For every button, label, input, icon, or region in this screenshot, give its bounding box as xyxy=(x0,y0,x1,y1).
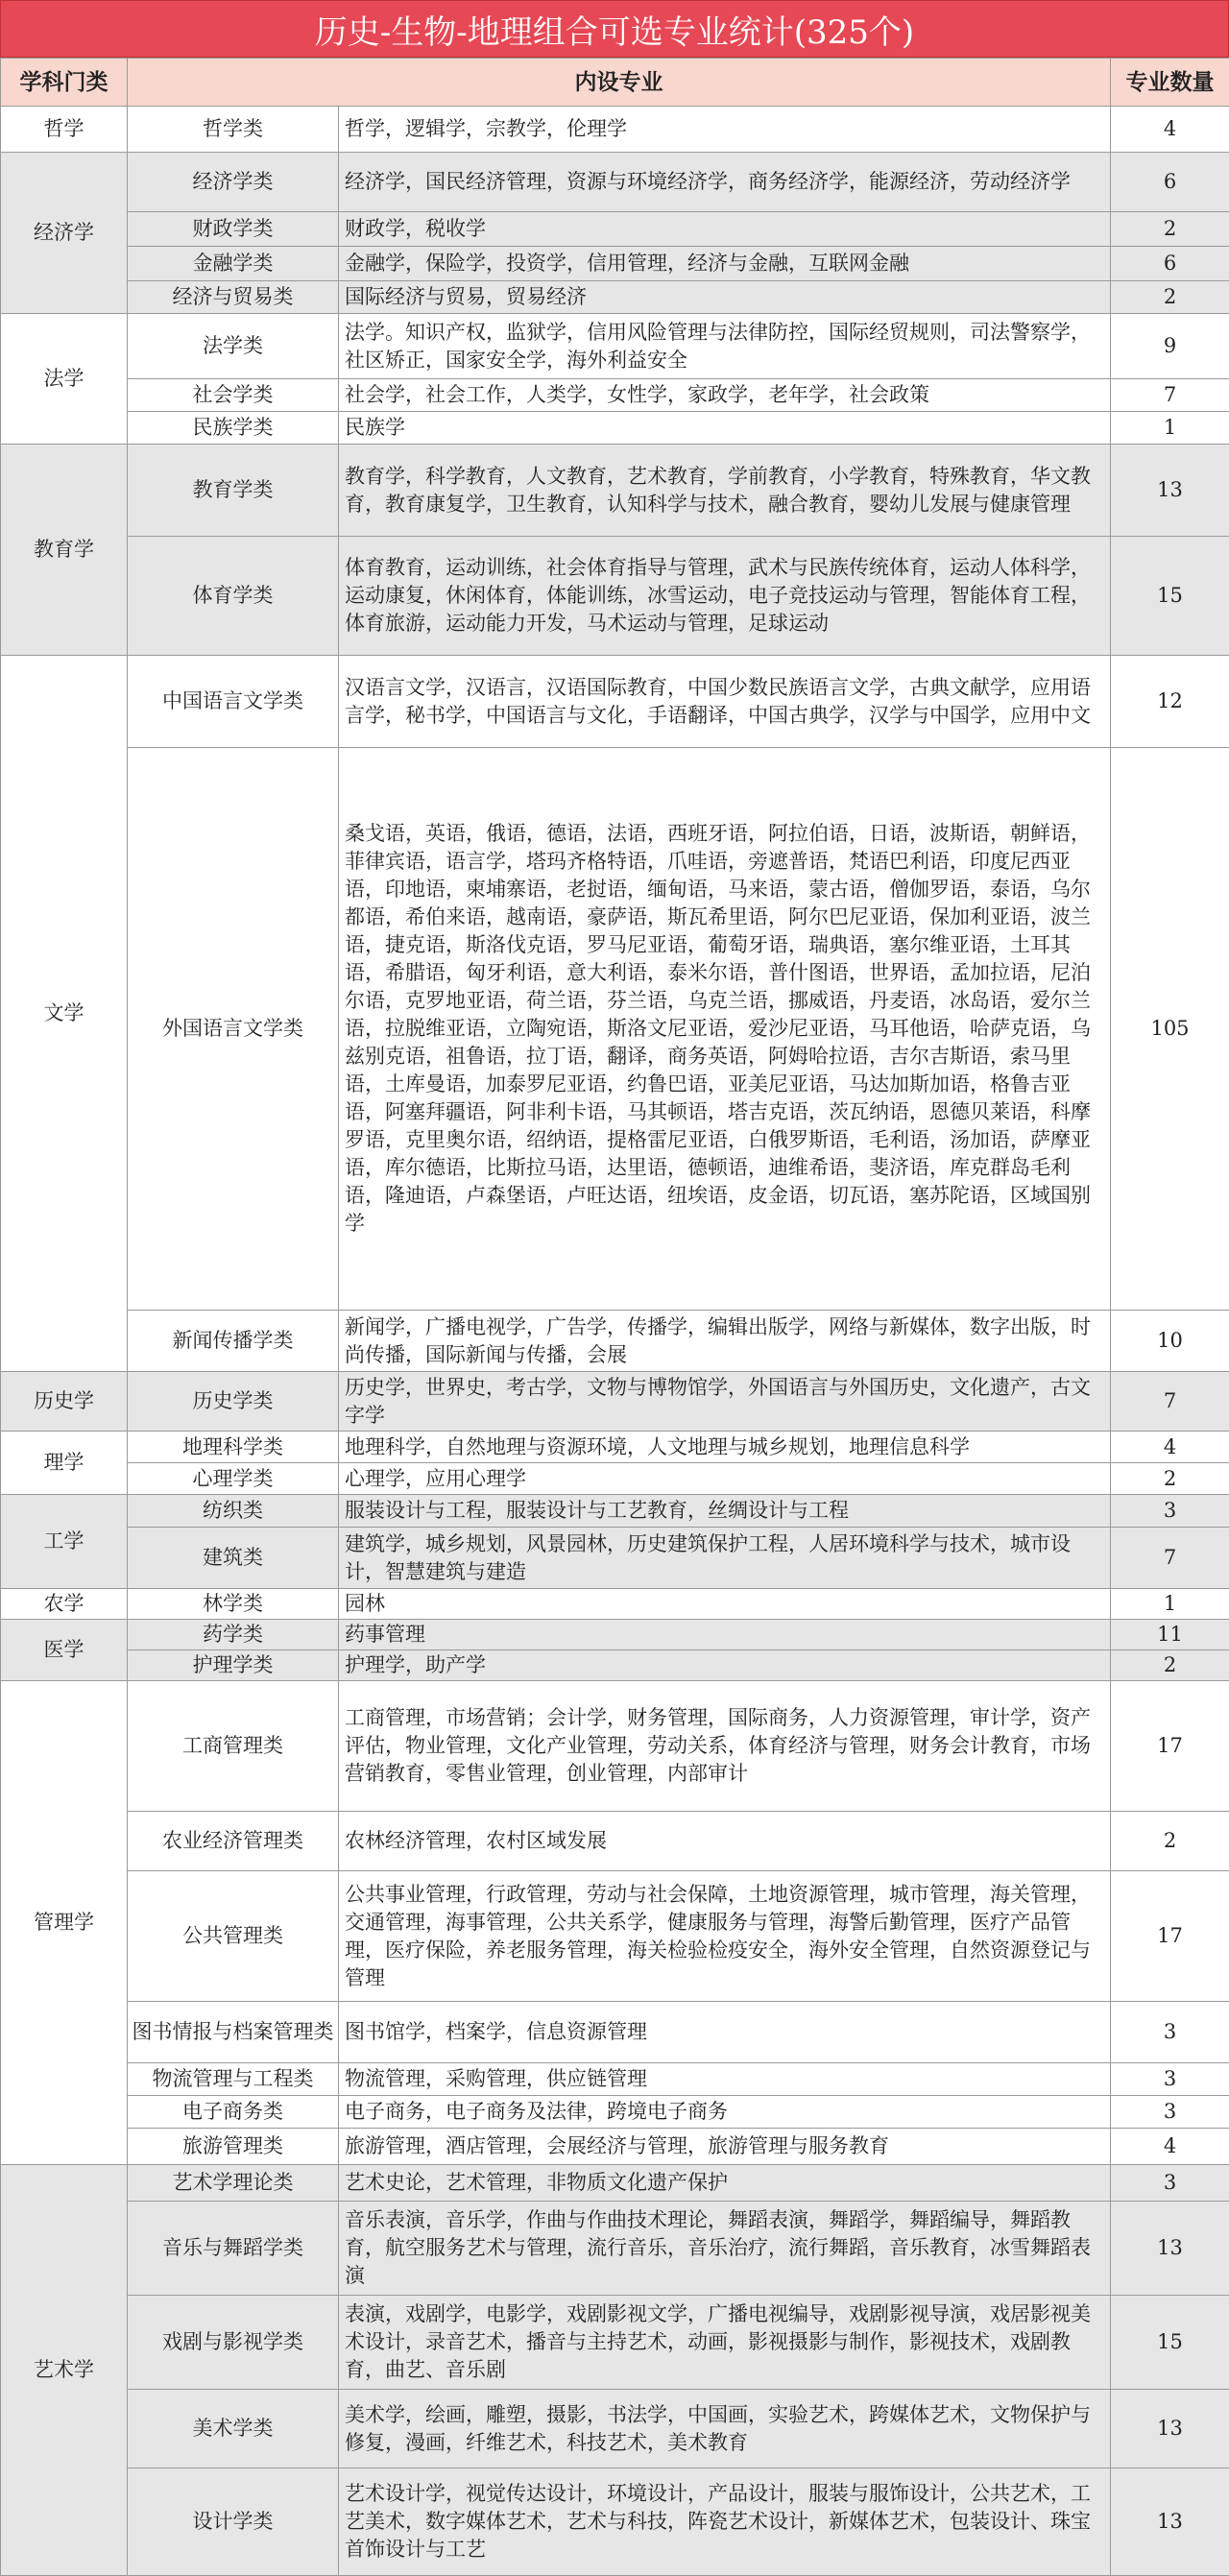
majors-cell: 心理学，应用心理学 xyxy=(339,1463,1111,1495)
page-title: 历史-生物-地理组合可选专业统计(325个) xyxy=(0,0,1229,58)
table-body xyxy=(1,107,1229,2576)
header-count: 专业数量 xyxy=(1111,59,1229,107)
table-row xyxy=(1,2296,1229,2390)
class-cell: 财政学类 xyxy=(128,212,339,247)
majors-cell: 体育教育，运动训练，社会体育指导与管理，武术与民族传统体育，运动人体科学，运动康复，休闲体育，体能训练，冰雪运动，电子竞技运动与管理，智能体育工程，体育旅游，运动能力开发，马术运动与管理，足球运动 xyxy=(339,537,1111,656)
class-cell: 纺织类 xyxy=(128,1495,339,1528)
table-row xyxy=(1,1432,1229,1463)
class-cell: 历史学类 xyxy=(128,1372,339,1432)
table-row xyxy=(1,2063,1229,2096)
category-cell: 工学 xyxy=(1,1495,128,1589)
count-cell: 12 xyxy=(1111,656,1229,748)
count-cell: 17 xyxy=(1111,1681,1229,1812)
class-cell: 心理学类 xyxy=(128,1463,339,1495)
table-row xyxy=(1,1871,1229,2002)
table-row xyxy=(1,153,1229,212)
majors-cell: 护理学，助产学 xyxy=(339,1650,1111,1681)
majors-cell: 公共事业管理，行政管理，劳动与社会保障，土地资源管理，城市管理，海关管理，交通管理，海事管理，公共关系学，健康服务与管理，海警后勤管理，医疗产品管理，医疗保险，养老服务管理，海关检验检疫安全，海外安全管理，自然资源登记与管理 xyxy=(339,1871,1111,2002)
majors-cell: 药事管理 xyxy=(339,1620,1111,1650)
table-row xyxy=(1,247,1229,281)
category-cell: 农学 xyxy=(1,1589,128,1620)
count-cell: 7 xyxy=(1111,379,1229,412)
table-row xyxy=(1,1589,1229,1620)
class-cell: 哲学类 xyxy=(128,107,339,153)
table-row xyxy=(1,2165,1229,2202)
majors-cell: 表演，戏剧学，电影学，戏剧影视文学，广播电视编导，戏剧影视导演，戏居影视美术设计，录音艺术，播音与主持艺术，动画，影视摄影与制作，影视技术，戏剧教育，曲艺、音乐剧 xyxy=(339,2296,1111,2390)
class-cell: 物流管理与工程类 xyxy=(128,2063,339,2096)
category-cell: 艺术学 xyxy=(1,2165,128,2576)
majors-cell: 艺术史论，艺术管理，非物质文化遗产保护 xyxy=(339,2165,1111,2202)
class-cell: 经济与贸易类 xyxy=(128,281,339,314)
table-row xyxy=(1,1812,1229,1871)
class-cell: 体育学类 xyxy=(128,537,339,656)
majors-cell: 哲学，逻辑学，宗教学，伦理学 xyxy=(339,107,1111,153)
majors-cell: 艺术设计学，视觉传达设计，环境设计，产品设计，服装与服饰设计，公共艺术，工艺美术，数字媒体艺术，艺术与科技，阵瓷艺术设计，新媒体艺术，包装设计、珠宝首饰设计与工艺 xyxy=(339,2468,1111,2576)
majors-cell: 经济学，国民经济管理，资源与环境经济学，商务经济学，能源经济，劳动经济学 xyxy=(339,153,1111,212)
majors-cell: 建筑学，城乡规划，风景园林，历史建筑保护工程，人居环境科学与技术，城市设计，智慧建筑与建造 xyxy=(339,1528,1111,1589)
count-cell: 11 xyxy=(1111,1620,1229,1650)
table-row xyxy=(1,1681,1229,1812)
class-cell: 新闻传播学类 xyxy=(128,1311,339,1372)
majors-cell: 地理科学，自然地理与资源环境，人文地理与城乡规划，地理信息科学 xyxy=(339,1432,1111,1463)
class-cell: 农业经济管理类 xyxy=(128,1812,339,1871)
count-cell: 2 xyxy=(1111,1463,1229,1495)
majors-cell: 国际经济与贸易，贸易经济 xyxy=(339,281,1111,314)
table-row xyxy=(1,1372,1229,1432)
table-row xyxy=(1,1620,1229,1650)
table-row xyxy=(1,412,1229,445)
class-cell: 旅游管理类 xyxy=(128,2129,339,2165)
count-cell: 9 xyxy=(1111,314,1229,379)
category-cell: 管理学 xyxy=(1,1681,128,2165)
class-cell: 图书情报与档案管理类 xyxy=(128,2002,339,2063)
class-cell: 建筑类 xyxy=(128,1528,339,1589)
class-cell: 公共管理类 xyxy=(128,1871,339,2002)
majors-cell: 社会学，社会工作，人类学，女性学，家政学，老年学，社会政策 xyxy=(339,379,1111,412)
table-row xyxy=(1,445,1229,537)
majors-cell: 图书馆学，档案学，信息资源管理 xyxy=(339,2002,1111,2063)
header-category: 学科门类 xyxy=(1,59,128,107)
class-cell: 林学类 xyxy=(128,1589,339,1620)
count-cell: 1 xyxy=(1111,1589,1229,1620)
table-row xyxy=(1,2202,1229,2296)
count-cell: 4 xyxy=(1111,107,1229,153)
table-row xyxy=(1,107,1229,153)
table-row xyxy=(1,212,1229,247)
count-cell: 6 xyxy=(1111,247,1229,281)
count-cell: 105 xyxy=(1111,748,1229,1311)
count-cell: 3 xyxy=(1111,1495,1229,1528)
class-cell: 民族学类 xyxy=(128,412,339,445)
majors-cell: 电子商务，电子商务及法律，跨境电子商务 xyxy=(339,2096,1111,2129)
count-cell: 15 xyxy=(1111,2296,1229,2390)
category-cell: 哲学 xyxy=(1,107,128,153)
header-majors: 内设专业 xyxy=(128,59,1111,107)
class-cell: 艺术学理论类 xyxy=(128,2165,339,2202)
category-cell: 法学 xyxy=(1,314,128,445)
class-cell: 金融学类 xyxy=(128,247,339,281)
majors-cell: 汉语言文学，汉语言，汉语国际教育，中国少数民族语言文学，古典文献学，应用语言学，秘书学，中国语言与文化，手语翻译，中国古典学，汉学与中国学，应用中文 xyxy=(339,656,1111,748)
count-cell: 6 xyxy=(1111,153,1229,212)
majors-cell: 园林 xyxy=(339,1589,1111,1620)
majors-cell: 金融学，保险学，投资学，信用管理，经济与金融，互联网金融 xyxy=(339,247,1111,281)
majors-cell: 新闻学，广播电视学，广告学，传播学，编辑出版学，网络与新媒体，数字出版，时尚传播，国际新闻与传播，会展 xyxy=(339,1311,1111,1372)
majors-cell: 财政学，税收学 xyxy=(339,212,1111,247)
class-cell: 经济学类 xyxy=(128,153,339,212)
class-cell: 药学类 xyxy=(128,1620,339,1650)
category-cell: 历史学 xyxy=(1,1372,128,1432)
count-cell: 17 xyxy=(1111,1871,1229,2002)
table-row xyxy=(1,379,1229,412)
class-cell: 音乐与舞蹈学类 xyxy=(128,2202,339,2296)
count-cell: 10 xyxy=(1111,1311,1229,1372)
count-cell: 3 xyxy=(1111,2096,1229,2129)
class-cell: 中国语言文学类 xyxy=(128,656,339,748)
class-cell: 护理学类 xyxy=(128,1650,339,1681)
table-row xyxy=(1,1528,1229,1589)
count-cell: 2 xyxy=(1111,212,1229,247)
table-row xyxy=(1,1311,1229,1372)
table-row xyxy=(1,656,1229,748)
header-row xyxy=(1,59,1229,107)
count-cell: 1 xyxy=(1111,412,1229,445)
category-cell: 教育学 xyxy=(1,445,128,656)
table-row xyxy=(1,1463,1229,1495)
count-cell: 13 xyxy=(1111,2390,1229,2468)
class-cell: 电子商务类 xyxy=(128,2096,339,2129)
class-cell: 地理科学类 xyxy=(128,1432,339,1463)
majors-cell: 民族学 xyxy=(339,412,1111,445)
category-cell: 医学 xyxy=(1,1620,128,1681)
count-cell: 13 xyxy=(1111,445,1229,537)
majors-cell: 服装设计与工程，服装设计与工艺教育，丝绸设计与工程 xyxy=(339,1495,1111,1528)
class-cell: 工商管理类 xyxy=(128,1681,339,1812)
class-cell: 教育学类 xyxy=(128,445,339,537)
table-row xyxy=(1,1495,1229,1528)
majors-cell: 旅游管理，酒店管理，会展经济与管理，旅游管理与服务教育 xyxy=(339,2129,1111,2165)
table-row xyxy=(1,2096,1229,2129)
table-row xyxy=(1,281,1229,314)
majors-cell: 历史学，世界史，考古学，文物与博物馆学，外国语言与外国历史，文化遗产，古文字学 xyxy=(339,1372,1111,1432)
class-cell: 社会学类 xyxy=(128,379,339,412)
table-row xyxy=(1,537,1229,656)
count-cell: 7 xyxy=(1111,1372,1229,1432)
majors-cell: 桑戈语，英语，俄语，德语，法语，西班牙语，阿拉伯语，日语，波斯语，朝鲜语，菲律宾语，语言学，塔玛齐格特语，爪哇语，旁遮普语，梵语巴利语，印度尼西亚语，印地语，柬埔寨语，老挝语，缅甸语，马来语，蒙古语，僧伽罗语，泰语，乌尔都语，希伯来语，越南语，豪萨语，斯瓦希里语，阿尔巴尼亚语，保加利亚语，波兰语，捷克语，斯洛伐克语，罗马尼亚语，葡萄牙语，瑞典语，塞尔维亚语，土耳其语，希腊语，匈牙利语，意大利语，泰米尔语，普什图语，世界语，孟加拉语，尼泊尔语，克罗地亚语，荷兰语，芬兰语，乌克兰语，挪威语，丹麦语，冰岛语，爱尔兰语，拉脱维亚语，立陶宛语，斯洛文尼亚语，爱沙尼亚语，马耳他语，哈萨克语，乌兹别克语，祖鲁语，拉丁语，翻译，商务英语，阿姆哈拉语，吉尔吉斯语，索马里语，土库曼语，加泰罗尼亚语，约鲁巴语，亚美尼亚语，马达加斯加语，格鲁吉亚语，阿塞拜疆语，阿非利卡语，马其顿语，塔吉克语，茨瓦纳语，恩德贝莱语，科摩罗语，克里奥尔语，绍纳语，提格雷尼亚语，白俄罗斯语，毛利语，汤加语，萨摩亚语，库尔德语，比斯拉马语，达里语，德顿语，迪维希语，斐济语，库克群岛毛利语，隆迪语，卢森堡语，卢旺达语，纽埃语，皮金语，切瓦语，塞苏陀语，区域国别学 xyxy=(339,748,1111,1311)
count-cell: 2 xyxy=(1111,1812,1229,1871)
majors-cell: 美术学，绘画，雕塑，摄影，书法学，中国画，实验艺术，跨媒体艺术，文物保护与修复，漫画，纤维艺术，科技艺术，美术教育 xyxy=(339,2390,1111,2468)
count-cell: 2 xyxy=(1111,281,1229,314)
majors-cell: 音乐表演，音乐学，作曲与作曲技术理论，舞蹈表演，舞蹈学，舞蹈编导，舞蹈教育，航空服务艺术与管理，流行音乐，音乐治疗，流行舞蹈，音乐教育，冰雪舞蹈表演 xyxy=(339,2202,1111,2296)
table-row xyxy=(1,2129,1229,2165)
count-cell: 4 xyxy=(1111,1432,1229,1463)
category-cell: 经济学 xyxy=(1,153,128,314)
count-cell: 3 xyxy=(1111,2002,1229,2063)
count-cell: 4 xyxy=(1111,2129,1229,2165)
majors-table xyxy=(0,58,1229,2576)
class-cell: 设计学类 xyxy=(128,2468,339,2576)
class-cell: 法学类 xyxy=(128,314,339,379)
table-row xyxy=(1,2468,1229,2576)
table-row xyxy=(1,2002,1229,2063)
count-cell: 13 xyxy=(1111,2468,1229,2576)
count-cell: 3 xyxy=(1111,2165,1229,2202)
table-row xyxy=(1,2390,1229,2468)
count-cell: 2 xyxy=(1111,1650,1229,1681)
majors-cell: 教育学，科学教育，人文教育，艺术教育，学前教育，小学教育，特殊教育，华文教育，教育康复学，卫生教育，认知科学与技术，融合教育，婴幼儿发展与健康管理 xyxy=(339,445,1111,537)
category-cell: 文学 xyxy=(1,656,128,1372)
category-cell: 理学 xyxy=(1,1432,128,1495)
count-cell: 7 xyxy=(1111,1528,1229,1589)
count-cell: 3 xyxy=(1111,2063,1229,2096)
table-row xyxy=(1,314,1229,379)
class-cell: 戏剧与影视学类 xyxy=(128,2296,339,2390)
table-row xyxy=(1,1650,1229,1681)
class-cell: 美术学类 xyxy=(128,2390,339,2468)
majors-cell: 物流管理，采购管理，供应链管理 xyxy=(339,2063,1111,2096)
class-cell: 外国语言文学类 xyxy=(128,748,339,1311)
table-row xyxy=(1,748,1229,1311)
majors-cell: 工商管理，市场营销；会计学，财务管理，国际商务，人力资源管理，审计学，资产评估，物业管理，文化产业管理，劳动关系，体育经济与管理，财务会计教育，市场营销教育，零售业管理，创业管理，内部审计 xyxy=(339,1681,1111,1812)
count-cell: 13 xyxy=(1111,2202,1229,2296)
majors-cell: 法学。知识产权，监狱学，信用风险管理与法律防控，国际经贸规则，司法警察学，社区矫正，国家安全学，海外利益安全 xyxy=(339,314,1111,379)
count-cell: 15 xyxy=(1111,537,1229,656)
majors-cell: 农林经济管理，农村区域发展 xyxy=(339,1812,1111,1871)
